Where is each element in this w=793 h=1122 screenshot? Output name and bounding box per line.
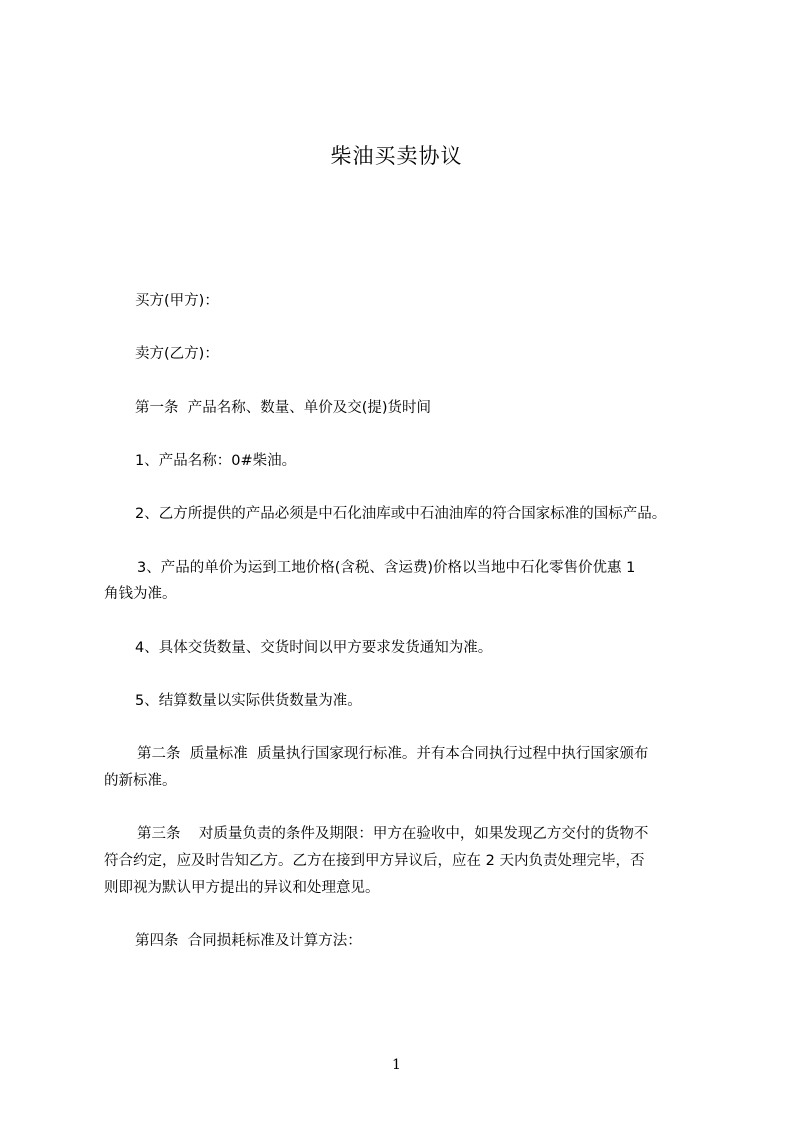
clause-1-1: 1、产品名称：0#柴油。 bbox=[135, 453, 297, 469]
clause-1-2: 2、乙方所提供的产品必须是中石化油库或中石油油库的符合国家标准的国标产品。 bbox=[135, 506, 667, 522]
article-2-line-1: 第二条 质量标准 质量执行国家现行标准。并有本合同执行过程中执行国家颁布 bbox=[137, 746, 649, 762]
clause-1-3-line-1: 3、产品的单价为运到工地价格(含税、含运费)价格以当地中石化零售价优惠 1 bbox=[137, 560, 636, 576]
article-1-heading: 第一条 产品名称、数量、单价及交(提)货时间 bbox=[135, 400, 432, 416]
article-3-line-2: 符合约定，应及时告知乙方。乙方在接到甲方异议后，应在 2 天内负责处理完毕，否 bbox=[104, 853, 645, 869]
seller-line: 卖方(乙方)： bbox=[135, 346, 219, 362]
article-3-line-1: 第三条 对质量负责的条件及期限：甲方在验收中，如果发现乙方交付的货物不 bbox=[137, 826, 649, 842]
article-2-line-2: 的新标准。 bbox=[104, 773, 177, 789]
article-4-heading: 第四条 合同损耗标准及计算方法： bbox=[135, 933, 362, 949]
clause-1-5: 5、结算数量以实际供货数量为准。 bbox=[135, 693, 362, 709]
page-number: 1 bbox=[392, 1057, 401, 1073]
document-title: 柴油买卖协议 bbox=[330, 144, 463, 168]
clause-1-3-line-2: 角钱为准。 bbox=[104, 586, 177, 602]
buyer-line: 买方(甲方)： bbox=[135, 293, 219, 309]
clause-1-4: 4、具体交货数量、交货时间以甲方要求发货通知为准。 bbox=[135, 640, 493, 656]
article-3-line-3: 则即视为默认甲方提出的异议和处理意见。 bbox=[104, 880, 380, 896]
